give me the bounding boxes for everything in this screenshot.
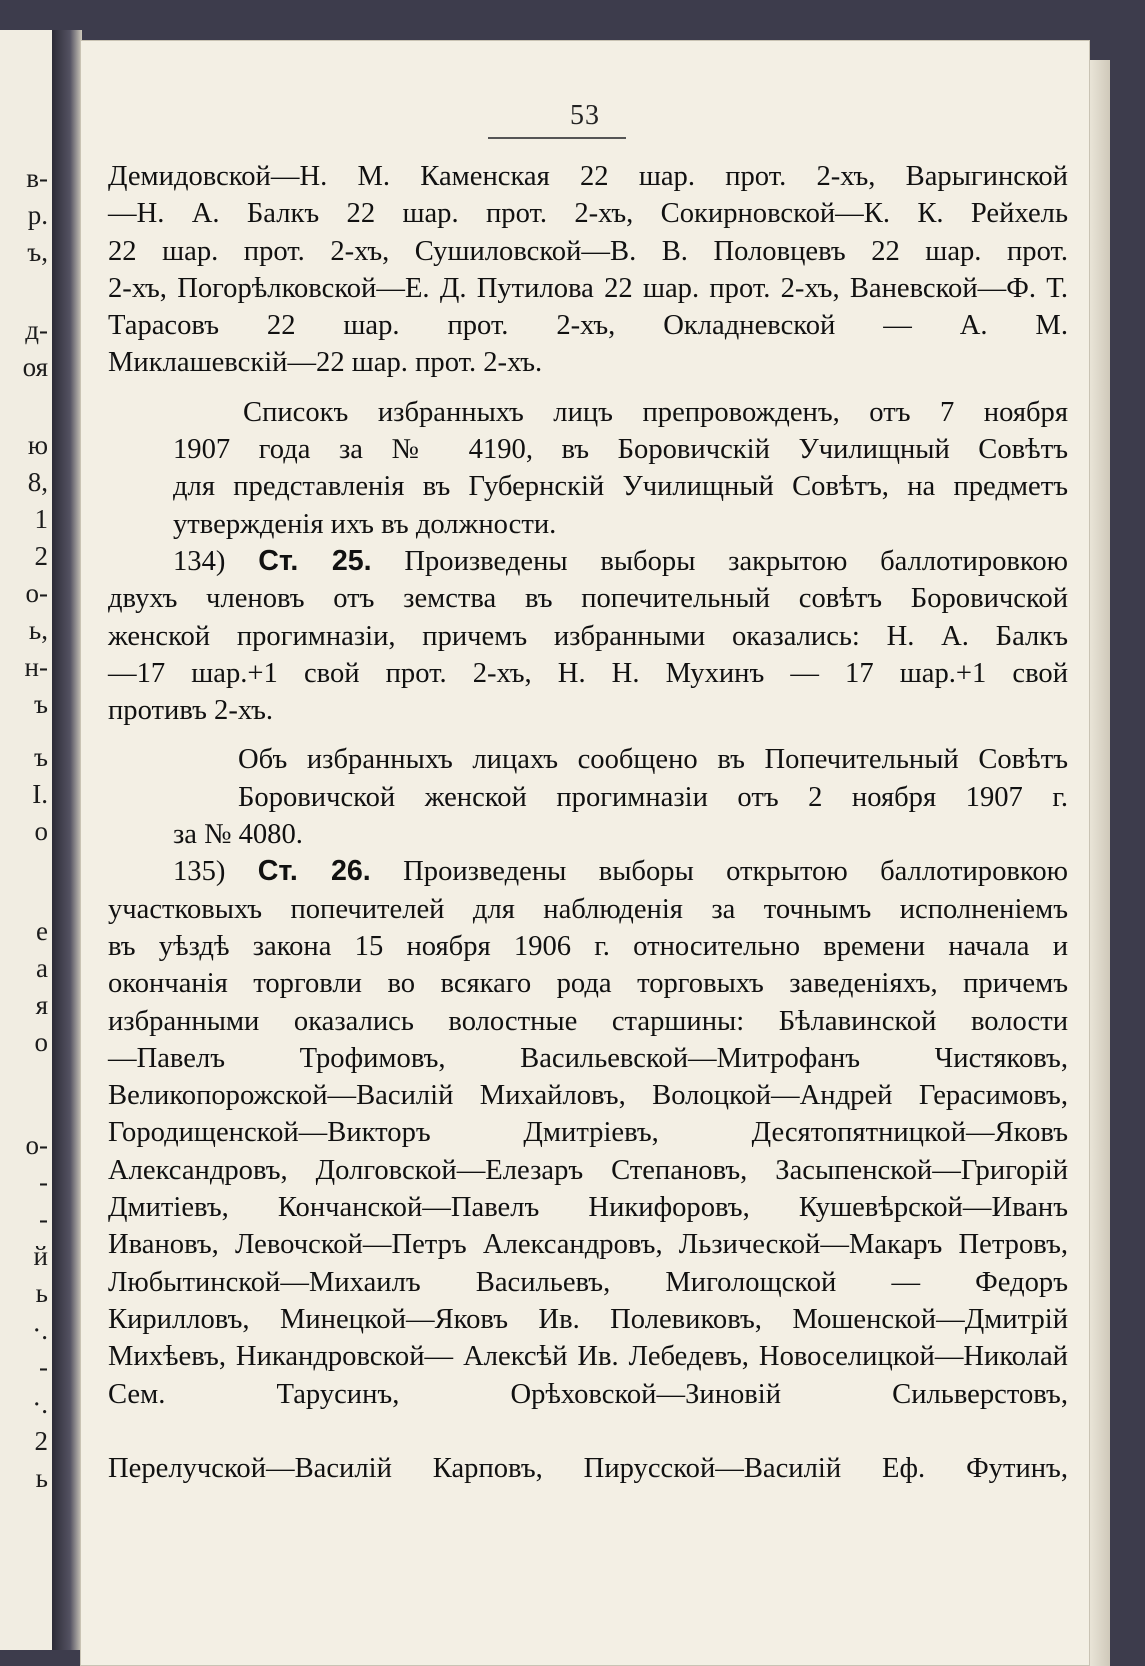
- left-fragment: -: [39, 1352, 48, 1382]
- left-fragment: е: [36, 916, 48, 946]
- left-fragment: й: [33, 1241, 48, 1271]
- text-line: двухъ членовъ отъ земства въ попечительный совѣтъ Боровичской: [108, 583, 1068, 615]
- article-reference: Ст. 25.: [258, 544, 372, 577]
- left-fragment: а: [36, 953, 48, 983]
- text-line: —Н. А. Балкъ 22 шар. прот. 2-хъ, Сокирновской—К. К. Рейхель: [108, 198, 1068, 230]
- paragraph: [108, 741, 1068, 853]
- left-fragment: I.: [32, 779, 48, 809]
- text-line: Демидовской—Н. М. Каменская 22 шар. прот. 2-хъ, Варыгинской: [108, 161, 1068, 192]
- text-line: избранными оказались волостные старшины: Бѣлавинской волости: [108, 1005, 1068, 1037]
- text-line: Дмитіевъ, Кончанской—Павелъ Никифоровъ, Кушевѣрской—Иванъ: [108, 1192, 1068, 1224]
- page-number: 53: [570, 100, 600, 131]
- page-edge: [1090, 60, 1110, 1666]
- left-fragment: ю: [27, 430, 48, 460]
- text-line: [108, 853, 1068, 890]
- left-fragment: 8,: [27, 467, 48, 497]
- left-fragment: о: [34, 1027, 48, 1057]
- left-fragment: -: [39, 1204, 48, 1234]
- left-fragment: ь,: [28, 615, 48, 645]
- book-gutter: [52, 30, 82, 1650]
- text-line: 1907 года за № 4190, въ Боровичскій Училищный Совѣтъ: [173, 434, 1068, 466]
- text-line: женской прогимназіи, причемъ избранными оказались: Н. А. Балкъ: [108, 620, 1068, 652]
- text-span: Произведены выборы открытою баллотировкою: [403, 856, 1069, 888]
- left-fragment: я: [35, 990, 48, 1020]
- left-fragment: о: [34, 816, 48, 846]
- text-line: участковыхъ попечителей для наблюденія за точнымъ исполненіемъ: [108, 893, 1068, 925]
- left-fragment: оя: [22, 352, 48, 382]
- paragraph: [108, 394, 1068, 543]
- left-fragment: в-: [26, 163, 48, 193]
- left-fragment: д-: [25, 315, 48, 345]
- text-line: Миклашевскій—22 шар. прот. 2-хъ.: [108, 347, 543, 379]
- left-fragment: 1: [34, 504, 48, 534]
- paragraph: [108, 853, 1068, 1487]
- text-line: [108, 543, 1068, 580]
- left-fragment: 2: [34, 541, 48, 571]
- left-fragment: ·.: [32, 1389, 48, 1419]
- text-line: Кирилловъ, Минецкой—Яковъ Ив. Полевиковъ, Мошенской—Дмитрій Михѣевъ, Никандровской— Алексѣй Ив. Лебедевъ, Новоселицкой—Николай Сем. Тарусинъ, Орѣховской—Зиновій Сильверстовъ,: [108, 1303, 1068, 1410]
- item-number: 135): [173, 856, 226, 888]
- text-line: въ уѣздѣ закона 15 ноября 1906 г. относительно времени начала и: [108, 930, 1068, 962]
- left-fragment: ъ: [34, 742, 48, 772]
- text-span: Произведены выборы закрытою баллотировкою: [404, 545, 1069, 577]
- text-line: 2-хъ, Погорѣлковской—Е. Д. Путилова 22 шар. прот. 2-хъ, Ваневской—Ф. Т. Тарасовъ 22 шар. прот. 2-хъ, Окладневской — А. М.: [108, 272, 1068, 342]
- paragraph: [108, 543, 1068, 729]
- left-fragment: ь: [35, 1278, 48, 1308]
- text-line: —17 шар.+1 свой прот. 2-хъ, Н. Н. Мухинъ — 17 шар.+1 свой: [108, 657, 1068, 689]
- text-line: Объ избранныхъ лицахъ сообщено въ Попечительный Совѣтъ Боровичской женской прогимназіи отъ 2 ноября 1907 г.: [238, 744, 1068, 813]
- article-reference: Ст. 26.: [257, 855, 371, 888]
- page-text: [108, 158, 1068, 1487]
- left-fragment: ь: [35, 1463, 48, 1493]
- left-fragment: н-: [24, 652, 48, 682]
- item-number: 134): [173, 545, 226, 577]
- left-fragment: ·.: [32, 1315, 48, 1345]
- text-line: 22 шар. прот. 2-хъ, Сушиловской—В. В. Половцевъ 22 шар. прот.: [108, 235, 1068, 267]
- text-line: Перелучской—Василій Карповъ, Пирусской—Василій Еф. Футинъ,: [108, 1453, 1068, 1485]
- text-line: Ивановъ, Левочской—Петръ Александровъ, Льзической—Макаръ Петровъ, Любытинской—Михаилъ Васильевъ, Миголощской — Федоръ: [108, 1229, 1068, 1298]
- left-fragment: р.: [27, 200, 48, 230]
- text-line: Списокъ избранныхъ лицъ препровожденъ, отъ 7 ноября: [243, 396, 1068, 428]
- left-fragment: ъ,: [27, 237, 48, 267]
- text-line: за № 4080.: [173, 819, 303, 851]
- page-number-rule: [488, 137, 626, 139]
- paragraph: [108, 158, 1068, 382]
- text-line: окончанія торговли во всякаго рода торговыхъ заведеніяхъ, причемъ: [108, 968, 1068, 1000]
- text-line: для представленія въ Губернскій Училищный Совѣтъ, на предметъ утвержденія ихъ въ должности.: [173, 471, 1068, 540]
- text-line: —Павелъ Трофимовъ, Васильевской—Митрофанъ Чистяковъ, Великопорожской—Василій Михайловъ, Волоцкой—Андрей Герасимовъ,: [108, 1042, 1068, 1112]
- left-fragment: -: [39, 1167, 48, 1197]
- left-fragment: о-: [25, 1130, 48, 1160]
- left-fragment: о-: [25, 578, 48, 608]
- text-line: Городищенской—Викторъ Дмитріевъ, Десятопятницкой—Яковъ Александровъ, Долговской—Елезаръ Степановъ, Засыпенской—Григорій: [108, 1117, 1068, 1186]
- left-fragment: 2: [34, 1426, 48, 1456]
- text-line: противъ 2-хъ.: [108, 695, 273, 727]
- left-fragment: ъ: [34, 689, 48, 719]
- book-page: [80, 40, 1090, 1666]
- previous-page-strip: [0, 30, 53, 1650]
